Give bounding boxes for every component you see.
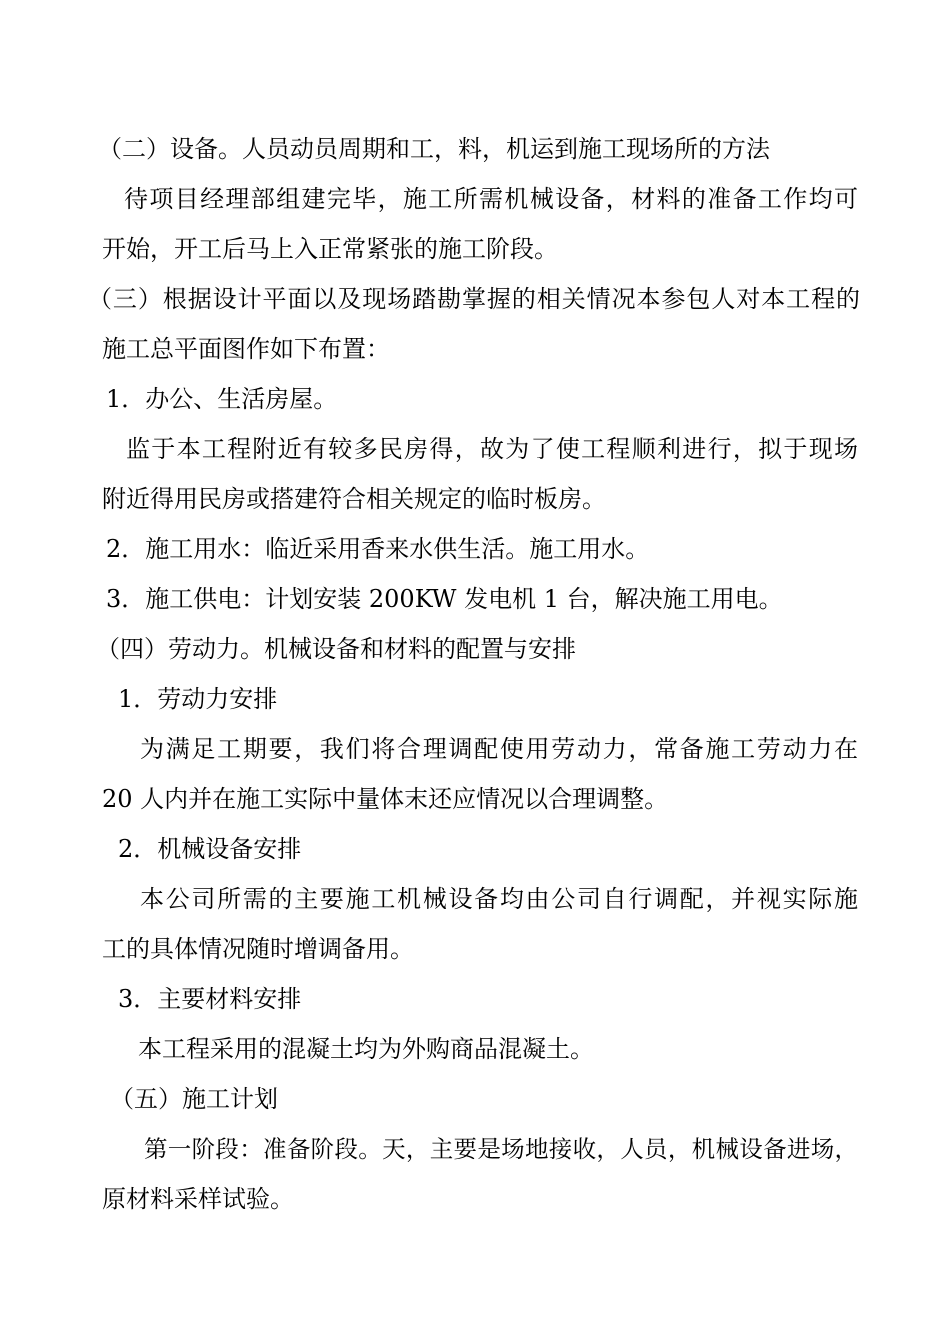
section-4-item-1-paragraph-line-2: 20 人内并在施工实际中量体末还应情况以合理调整。 [102,785,669,813]
section-5-heading: （五）施工计划 [110,1085,278,1113]
section-4-item-3: 3．主要材料安排 [118,985,302,1013]
section-4-heading: （四）劳动力。机械设备和材料的配置与安排 [96,635,576,663]
section-5-paragraph-line-2: 原材料采样试验。 [102,1185,294,1213]
section-2-paragraph-line-2: 开始，开工后马上入正常紧张的施工阶段。 [102,235,558,263]
section-3-item-1-paragraph-line-1: 监于本工程附近有较多民房得，故为了使工程顺利进行，拟于现场 [126,435,858,463]
section-3-heading-line-2: 施工总平面图作如下布置： [102,335,390,363]
section-3-item-1: 1．办公、生活房屋。 [106,385,338,413]
section-4-item-2-paragraph-line-2: 工的具体情况随时增调备用。 [102,935,414,963]
section-3-item-1-paragraph-line-2: 附近得用民房或搭建符合相关规定的临时板房。 [102,485,606,513]
section-4-item-3-paragraph-line-1: 本工程采用的混凝土均为外购商品混凝土。 [138,1035,594,1063]
section-5-paragraph-line-1: 第一阶段：准备阶段。天，主要是场地接收，人员，机械设备进场， [144,1135,858,1163]
section-4-item-1: 1．劳动力安排 [118,685,278,713]
section-4-item-2-paragraph-line-1: 本公司所需的主要施工机械设备均由公司自行调配，并视实际施 [140,885,858,913]
section-3-heading-line-1: （三）根据设计平面以及现场踏勘掌握的相关情况本参包人对本工程的 [88,285,860,313]
section-2-paragraph-line-1: 待项目经理部组建完毕，施工所需机械设备，材料的准备工作均可 [124,185,858,213]
section-2-heading: （二）设备。人员动员周期和工，料，机运到施工现场所的方法 [98,135,770,163]
section-3-item-2: 2．施工用水：临近采用香来水供生活。施工用水。 [106,535,650,563]
section-4-item-2: 2．机械设备安排 [118,835,302,863]
section-3-item-3: 3．施工供电：计划安装 200KW 发电机 1 台，解决施工用电。 [106,585,783,613]
section-4-item-1-paragraph-line-1: 为满足工期要，我们将合理调配使用劳动力，常备施工劳动力在 [140,735,858,763]
